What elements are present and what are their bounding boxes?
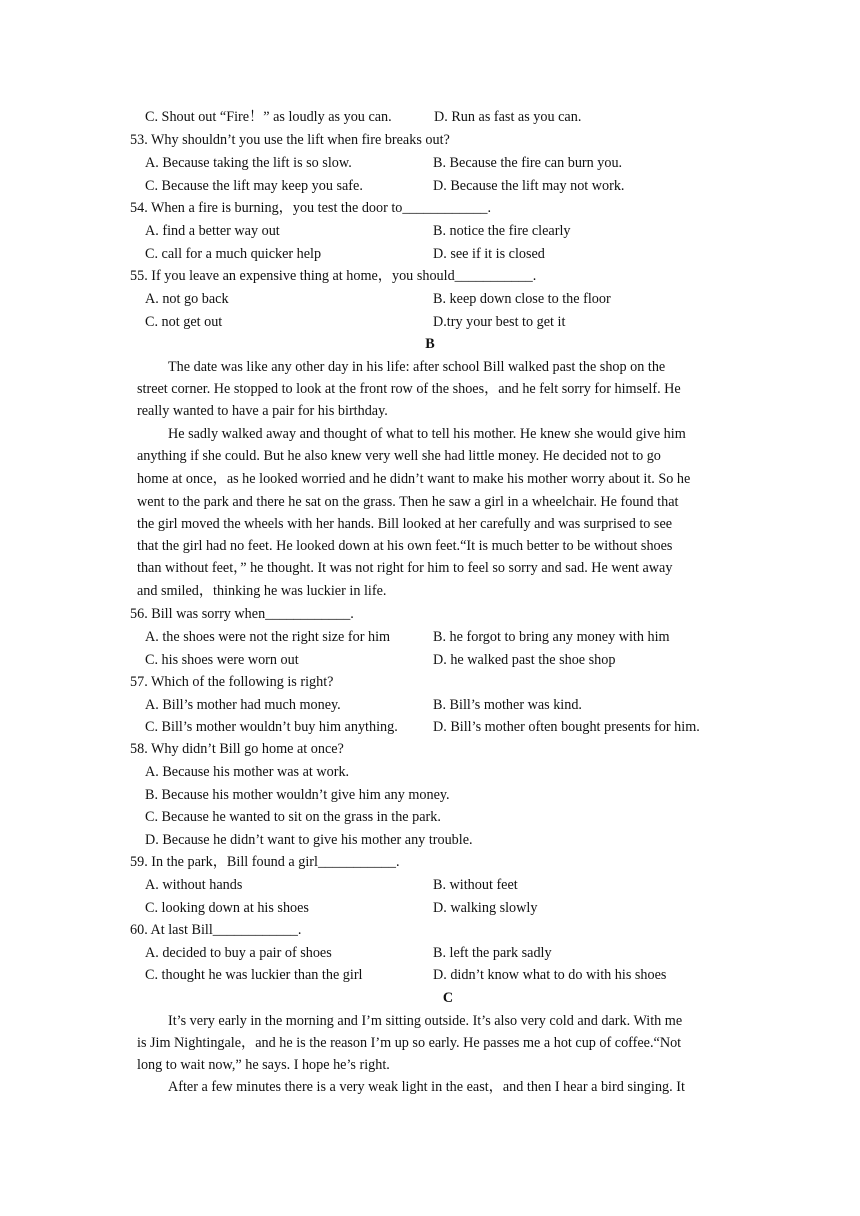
q56-option-b: B. he forgot to bring any money with him (433, 629, 670, 645)
section-b-line: that the girl had no feet. He looked down at his own feet.“It is much better to be without shoes (137, 538, 673, 554)
q52-option-d: D. Run as fast as you can. (434, 109, 582, 125)
q58-option-a: A. Because his mother was at work. (145, 764, 350, 780)
q59-option-a: A. without hands (145, 877, 243, 893)
q57-option-a: A. Bill’s mother had much money. (145, 697, 341, 713)
section-c-line: After a few minutes there is a very weak light in the east，and then I hear a bird singing. It (168, 1079, 685, 1095)
q52-option-c: C. Shout out “Fire！” as loudly as you can. (145, 109, 392, 125)
q58-option-c: C. Because he wanted to sit on the grass in the park. (145, 809, 441, 825)
section-b-line: street corner. He stopped to look at the front row of the shoes，and he felt sorry for himself. He (137, 381, 681, 397)
q56-option-d: D. he walked past the shoe shop (433, 652, 616, 668)
q55-stem: 55. If you leave an expensive thing at home，you should___________. (130, 268, 537, 284)
q58-stem: 58. Why didn’t Bill go home at once? (130, 741, 344, 757)
q55-option-d: D.try your best to get it (433, 314, 566, 330)
section-c-line: It’s very early in the morning and I’m sitting outside. It’s also very cold and dark. With me (168, 1013, 683, 1029)
section-b-line: The date was like any other day in his life: after school Bill walked past the shop on the (168, 359, 666, 375)
q58-option-d: D. Because he didn’t want to give his mother any trouble. (145, 832, 473, 848)
section-b-line: anything if she could. But he also knew very well she had little money. He decided not to go (137, 448, 661, 464)
q53-option-c: C. Because the lift may keep you safe. (145, 178, 363, 194)
section-c-line: is Jim Nightingale，and he is the reason I’m up so early. He passes me a hot cup of coffee.“Not (137, 1035, 682, 1051)
section-b-line: really wanted to have a pair for his birthday. (137, 403, 388, 419)
q56-stem: 56. Bill was sorry when____________. (130, 606, 354, 622)
section-b-line: and smiled，thinking he was luckier in life. (137, 583, 387, 599)
section-b-line: home at once，as he looked worried and he didn’t want to make his mother worry about it. So he (137, 471, 691, 487)
section-b-line: the girl moved the wheels with her hands. Bill looked at her carefully and was surprised to see (137, 516, 673, 532)
q59-option-b: B. without feet (433, 877, 518, 893)
section-b-heading: B (425, 336, 435, 352)
q55-option-a: A. not go back (145, 291, 229, 307)
q53-stem: 53. Why shouldn’t you use the lift when fire breaks out? (130, 132, 450, 148)
section-b-line: went to the park and there he sat on the grass. Then he saw a girl in a wheelchair. He found that (137, 494, 679, 510)
q57-stem: 57. Which of the following is right? (130, 674, 334, 690)
q53-option-a: A. Because taking the lift is so slow. (145, 155, 352, 171)
q60-option-c: C. thought he was luckier than the girl (145, 967, 363, 983)
q59-option-c: C. looking down at his shoes (145, 900, 309, 916)
q53-option-d: D. Because the lift may not work. (433, 178, 625, 194)
section-b-line: than without feet，” he thought. It was not right for him to feel so sorry and sad. He went away (137, 560, 673, 576)
q57-option-b: B. Bill’s mother was kind. (433, 697, 582, 713)
q54-stem: 54. When a fire is burning，you test the door to____________. (130, 200, 492, 216)
q60-stem: 60. At last Bill____________. (130, 922, 302, 938)
q54-option-c: C. call for a much quicker help (145, 246, 322, 262)
q56-option-c: C. his shoes were worn out (145, 652, 299, 668)
section-b-line: He sadly walked away and thought of what to tell his mother. He knew she would give him (168, 426, 686, 442)
q55-option-c: C. not get out (145, 314, 223, 330)
q60-option-a: A. decided to buy a pair of shoes (145, 945, 332, 961)
section-c-heading: C (442, 990, 454, 1006)
q58-option-b: B. Because his mother wouldn’t give him any money. (145, 787, 450, 803)
q54-option-a: A. find a better way out (145, 223, 280, 239)
q60-option-d: D. didn’t know what to do with his shoes (433, 967, 667, 983)
q57-option-c: C. Bill’s mother wouldn’t buy him anything. (145, 719, 398, 735)
q57-option-d: D. Bill’s mother often bought presents for him. (433, 719, 700, 735)
q55-option-b: B. keep down close to the floor (433, 291, 611, 307)
section-c-line: long to wait now,” he says. I hope he’s right. (137, 1057, 390, 1073)
q59-option-d: D. walking slowly (433, 900, 538, 916)
q54-option-b: B. notice the fire clearly (433, 223, 571, 239)
q53-option-b: B. Because the fire can burn you. (433, 155, 623, 171)
q60-option-b: B. left the park sadly (433, 945, 552, 961)
q59-stem: 59. In the park，Bill found a girl___________. (130, 854, 400, 870)
q54-option-d: D. see if it is closed (433, 246, 545, 262)
q56-option-a: A. the shoes were not the right size for him (145, 629, 391, 645)
